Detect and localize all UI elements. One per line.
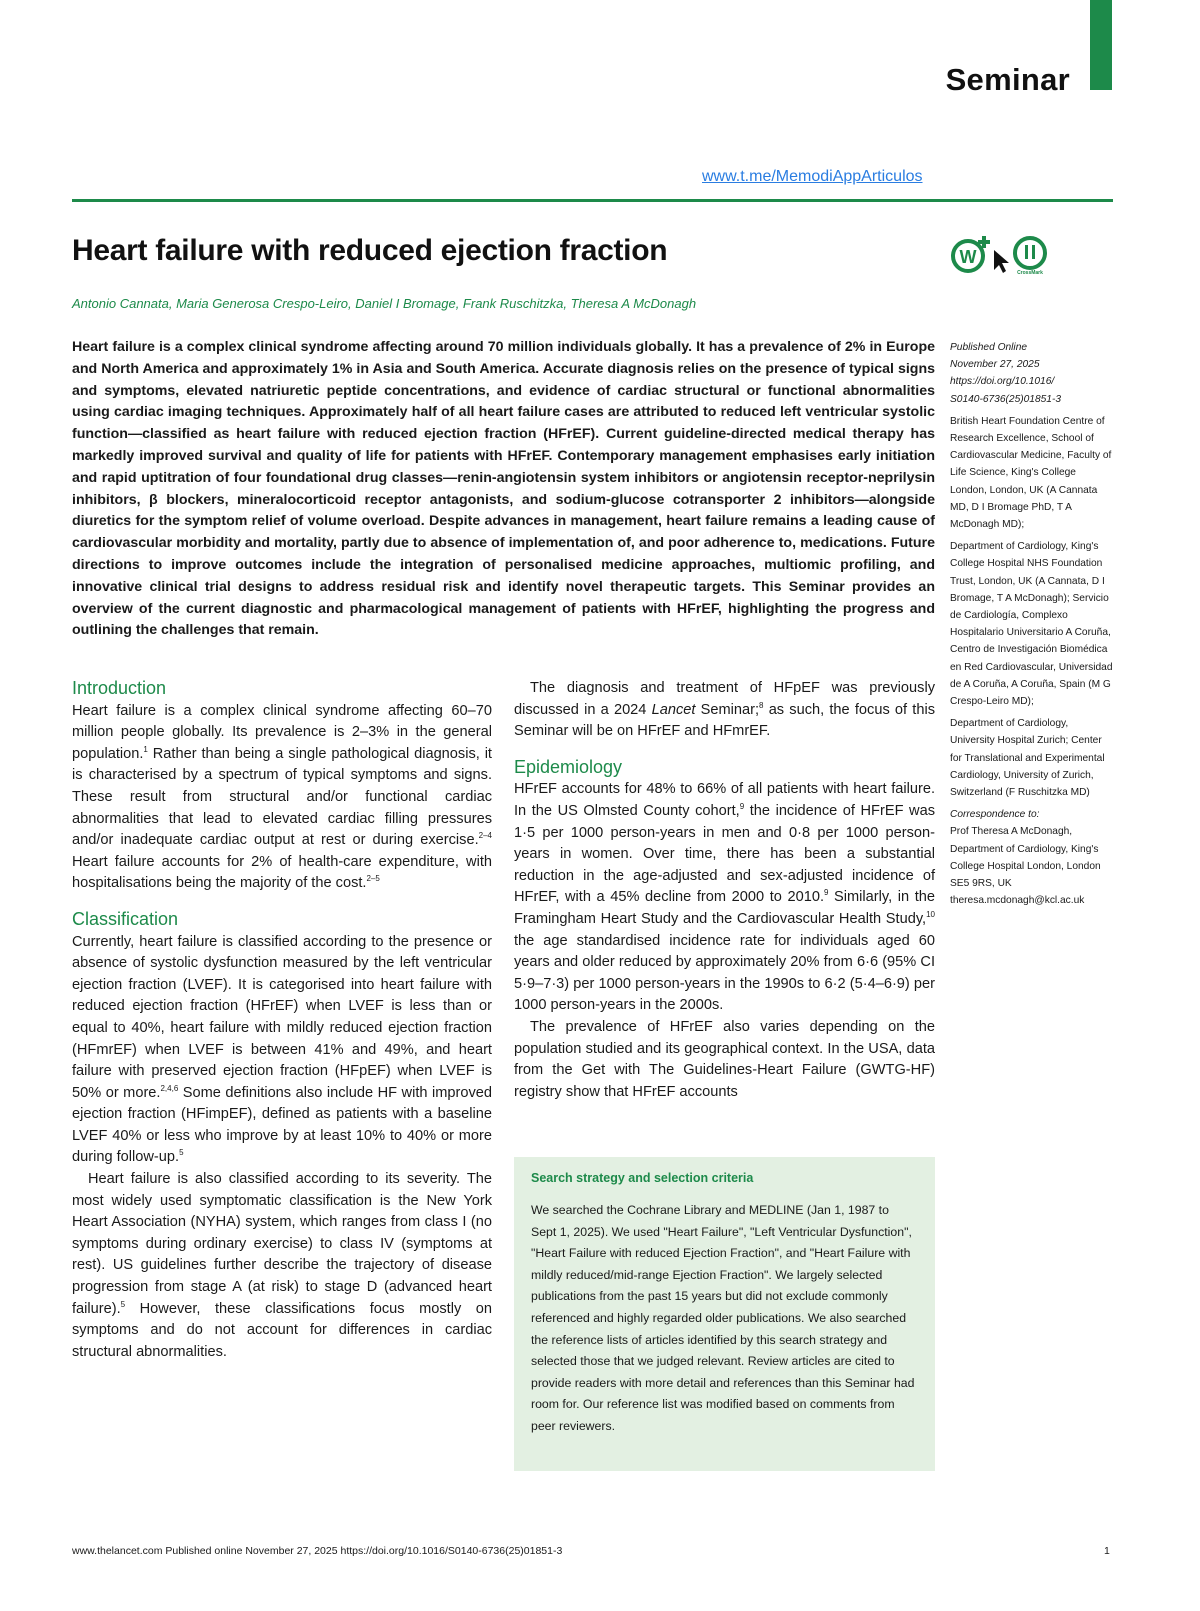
sidebar-notes — [950, 339, 1115, 915]
page-number: 1 — [1104, 1545, 1110, 1557]
author-list: Antonio Cannata, Maria Generosa Crespo-Leiro, Daniel I Bromage, Frank Ruschitzka, Theresa A McDonagh — [72, 296, 697, 311]
doi-link[interactable]: https://doi.org/10.1016/ — [950, 376, 1055, 388]
panel-title: Search strategy and selection criteria — [531, 1171, 754, 1185]
article-title: Heart failure with reduced ejection fraction — [72, 234, 668, 267]
svg-text:W: W — [959, 247, 977, 267]
paragraph: HFrEF accounts for 48% to 66% of all patients with heart failure. In the US Olmsted County cohort,$^9$ the incidence of HFrEF was 1·5 per 1000 person-years in men and 0·8 per 1000 person-years in women. Over time, there has been a substantial reduction in the age-adjusted and sex-adjusted incidence of HFrEF, with a 45% decline from 2000 to 2010.$^9$ Similarly, in the Framingham Heart Study and the Cardiovascular Health Study,$^{10}$ the age standardised incidence rate for individuals aged 60 years and older reduced by approximately 20% from 6·6 (95% CI 5·9–7·3) per 1000 person-years in the 1990s to 6·2 (5·4–6·9) per 1000 person-years in the 2000s. — [514, 781, 935, 1014]
paragraph: Heart failure is a complex clinical syndrome affecting 60–70 million people globally. Its prevalence is 2–3% in the general population.$^1$ Rather than being a single pathological diagnosis, it is characterised by a spectrum of typical symptoms and signs. These result from structural and/or functional cardiac abnormalities that lead to elevated cardiac filling pressures and/or inadequate cardiac output at rest or during exercise.$^{2-4}$ Heart failure accounts for 2% of health-care expenditure, with hospitalisations being the majority of the cost.$^{2-5}$ — [72, 702, 492, 892]
open-access-icon[interactable] — [953, 236, 990, 271]
paragraph: The prevalence of HFrEF also varies depending on the population studied and its geographical context. In the USA, data from the Get with The Guidelines-Heart Failure (GWTG-HF) registry show that HFrEF accounts — [514, 1018, 935, 1100]
correspondence: Correspondence to: Prof Theresa A McDonagh, Department of Cardiology, King's College Hospital London, London SE5 9RS, UK theresa.mcdonagh@kcl.ac.uk — [950, 809, 1101, 907]
section-heading-classification: Classification — [72, 908, 179, 929]
affiliation: Department of Cardiology, King's College Hospital NHS Foundation Trust, London, UK (A Cannata, D I Bromage, T A McDonagh); Servicio de Cardiología, Complexo Hospitalario Universitario A Coruña, Centro de Investigación Biomédica en Red Cardiovascular, Universidad de A Coruña, A Coruña, Spain (M G Crespo-Leiro MD); — [950, 541, 1113, 708]
page-footer: www.thelancet.com Published online November 27, 2025 https://doi.org/10.1016/S0140-6736(25)01851-3 — [72, 1545, 563, 1557]
abstract: Heart failure is a complex clinical syndrome affecting around 70 million individuals globally. It has a prevalence of 2% in Europe and North America and approximately 1% in Asia and South America. Accurate diagnosis relies on the presence of typical signs and symptoms, elevated natriuretic peptide concentrations, and evidence of cardiac structural or functional abnormalities using cardiac imaging techniques. Approximately half of all heart failure cases are attributed to reduced left ventricular systolic function—classified as heart failure with reduced ejection fraction (HFrEF). Current guideline-directed medical therapy has markedly improved survival and quality of life for patients with HFrEF. Contemporary management emphasises early initiation and rapid uptitration of four foundational drug classes—renin-angiotensin system inhibitors or angiotensin receptor-neprilysin inhibitors, β blockers, mineralocorticoid receptor antagonists, and sodium-glucose cotransporter 2 inhibitors—alongside diuretics for the symptom relief of volume overload. Despite advances in management, heart failure remains a leading cause of cardiovascular morbidity and mortality, partly due to absence of implementation of, and poor adherence to, medications. Future directions to improve outcomes include the integration of personalised medicine approaches, multiomic profiling, and innovative clinical trial designs to address residual risk and identify novel therapeutic targets. This Seminar provides an overview of the current diagnostic and pharmacological management of patients with HFrEF, highlighting the progress and outlining the challenges that remain. — [72, 339, 935, 639]
affiliation: Department of Cardiology, University Hospital Zurich; Center for Translational and Experimental Cardiology, University of Zurich, Switzerland (F Ruschitzka MD) — [950, 718, 1105, 799]
publication-info: Published Online November 27, 2025 https://doi.org/10.1016/ S0140-6736(25)01851-3 — [950, 342, 1062, 405]
body-column-right — [514, 678, 935, 1103]
email-link[interactable]: theresa.mcdonagh@kcl.ac.uk — [950, 895, 1085, 907]
paragraph: Currently, heart failure is classified according to the presence or absence of systolic dysfunction measured by the left ventricular ejection fraction (LVEF). It is categorised into heart failure with reduced ejection fraction (HFrEF) when LVEF is less than or equal to 40%, heart failure with mildly reduced ejection fraction (HFmrEF) when LVEF is between 41% and 49%, and heart failure with preserved ejection fraction (HFpEF) when LVEF is 50% or more.$^{2,4,6}$ Some definitions also include HF with improved ejection fraction (HFimpEF), defined as patients with a baseline LVEF 40% or less who improve by at least 10% to 40% or more during follow-up.$^5$ — [72, 933, 492, 1166]
promo-link[interactable]: www.t.me/MemodiAppArticulos — [702, 168, 923, 185]
section-color-bar — [1090, 0, 1112, 90]
body-column-left — [72, 678, 492, 1363]
section-heading-introduction: Introduction — [72, 678, 167, 698]
affiliation: British Heart Foundation Centre of Research Excellence, School of Cardiovascular Medicine, Faculty of Life Science, King's College London, London, UK (A Cannata MD, D I Bromage PhD, T A McDonagh MD); — [950, 415, 1112, 531]
section-heading-epidemiology: Epidemiology — [514, 756, 623, 777]
crossmark-icon[interactable] — [1015, 238, 1045, 276]
section-label: Seminar — [945, 62, 1070, 97]
panel-body: We searched the Cochrane Library and MEDLINE (Jan 1, 1987 to Sept 1, 2025). We used "Heart Failure", "Left Ventricular Dysfunction", "Heart Failure with reduced Ejection Fraction", and "Heart Failure with mildly reduced/mid-range Ejection Fraction". We largely selected publications from the past 15 years but did not exclude commonly referenced and highly regarded older publications. We also searched the reference lists of articles identified by this search strategy and selected those that we judged relevant. Review articles are cited to provide readers with more detail and references than this Seminar had room for. Our reference list was modified based on comments from peer reviewers. — [531, 1203, 915, 1433]
cursor-icon — [994, 250, 1009, 273]
crossmark-label: CrossMark — [1017, 270, 1043, 276]
header-rule — [72, 199, 1113, 202]
paragraph: Heart failure is also classified according to its severity. The most widely used symptomatic classification is the New York Heart Association (NYHA) system, which ranges from class I (no symptoms during ordinary exercise) to class IV (symptoms at rest). US guidelines further describe the trajectory of disease progression from stage A (at risk) to stage D (advanced heart failure).$^5$ However, these classifications focus mostly on symptoms and do not account for differences in cardiac structural abnormalities. — [72, 1171, 492, 1360]
article-badges — [950, 232, 1060, 276]
paragraph: The diagnosis and treatment of HFpEF was previously discussed in a 2024 Lancet Seminar;$^8$ as such, the focus of this Seminar will be on HFrEF and HFmrEF. — [514, 680, 936, 740]
